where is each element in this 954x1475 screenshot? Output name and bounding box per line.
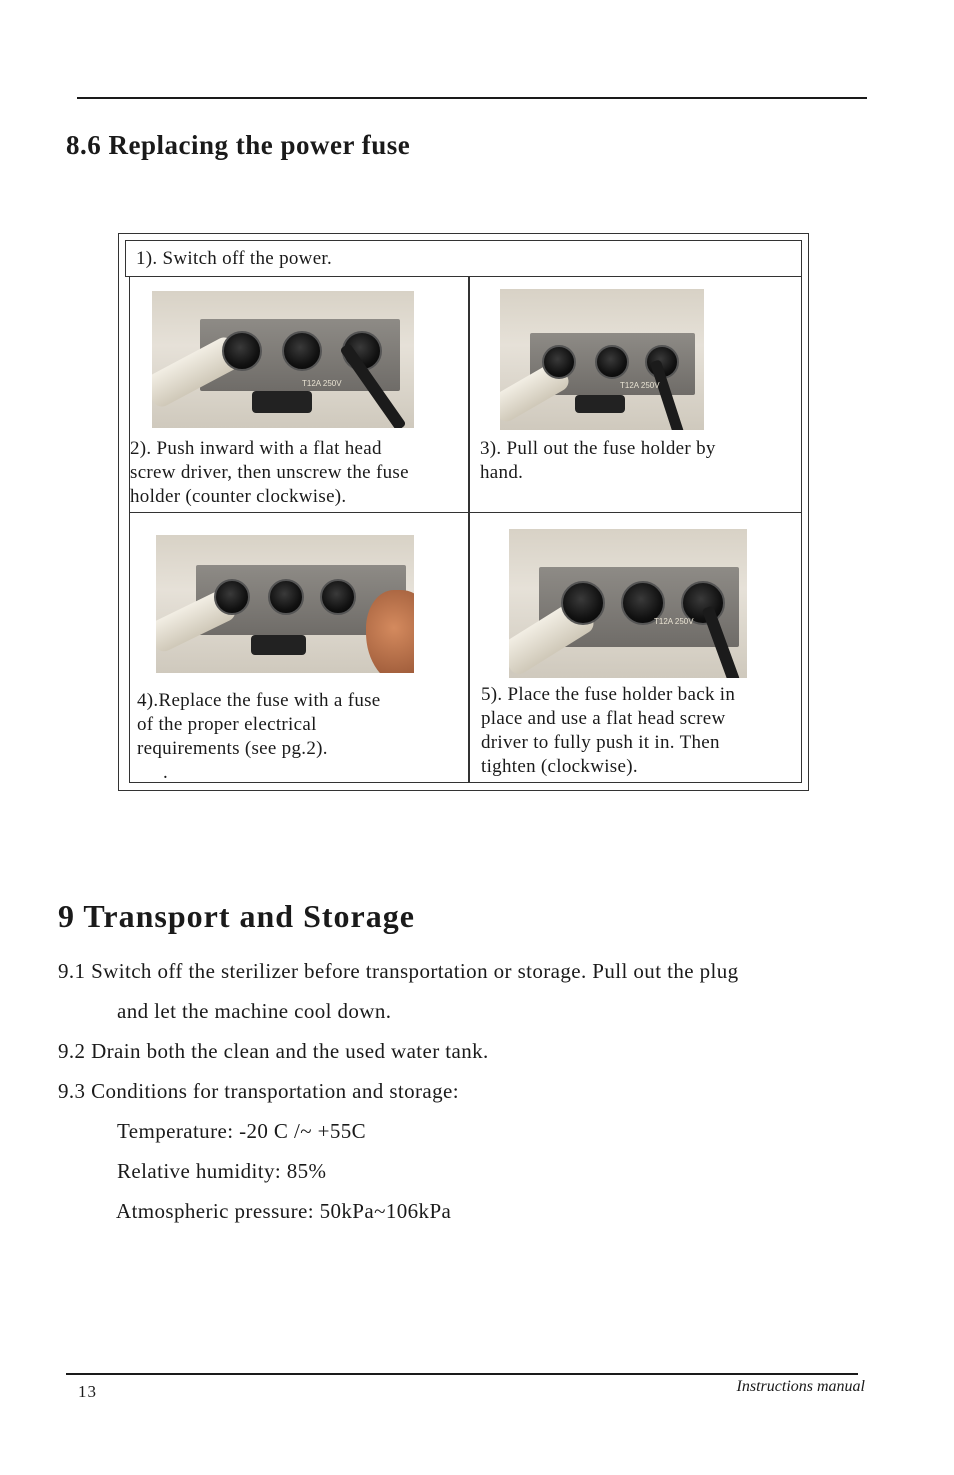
step-3-photo: T12A 250V [500, 289, 704, 430]
step-4-photo [156, 535, 414, 673]
paragraph-9-3: 9.3 Conditions for transportation and storage: [58, 1079, 460, 1103]
step-3-cell [468, 276, 802, 513]
condition-humidity: Relative humidity: 85% [117, 1159, 327, 1183]
footer-rule [66, 1373, 858, 1375]
section-heading-8-6: 8.6 Replacing the power fuse [66, 130, 411, 160]
step-1-text: 1). Switch off the power. [136, 248, 333, 269]
fuse-replacement-table [118, 233, 809, 791]
page-number: 13 [78, 1382, 97, 1401]
step-4-cell [129, 512, 470, 783]
step-2-text: 2). Push inward with a flat head screw driver, then unscrew the fuse holder (counter clockwise). [130, 438, 409, 507]
step-5-cell [468, 512, 802, 783]
manual-label: Instructions manual [736, 1378, 865, 1395]
step-3-text: 3). Pull out the fuse holder by hand. [480, 438, 716, 483]
step-5-photo: T12A 250V [509, 529, 747, 678]
step-5-text: 5). Place the fuse holder back in place and use a flat head screw driver to fully push it in. Then tighten (clockwise). [481, 684, 736, 777]
step-4-text: 4).Replace the fuse with a fuse of the proper electrical requirements (see pg.2). . [137, 690, 381, 783]
section-heading-9: 9 Transport and Storage [58, 898, 415, 934]
step-1-cell [125, 240, 802, 277]
condition-pressure: Atmospheric pressure: 50kPa~106kPa [116, 1199, 452, 1223]
condition-temperature: Temperature: -20 C /~ +55C [117, 1119, 367, 1143]
paragraph-9-1: 9.1 Switch off the sterilizer before transportation or storage. Pull out the plug [58, 959, 739, 983]
step-2-photo: T12A 250V [152, 291, 414, 428]
header-rule [77, 97, 867, 99]
paragraph-9-2: 9.2 Drain both the clean and the used water tank. [58, 1039, 489, 1063]
step-2-cell [129, 276, 470, 513]
paragraph-9-1-cont: and let the machine cool down. [117, 999, 392, 1023]
